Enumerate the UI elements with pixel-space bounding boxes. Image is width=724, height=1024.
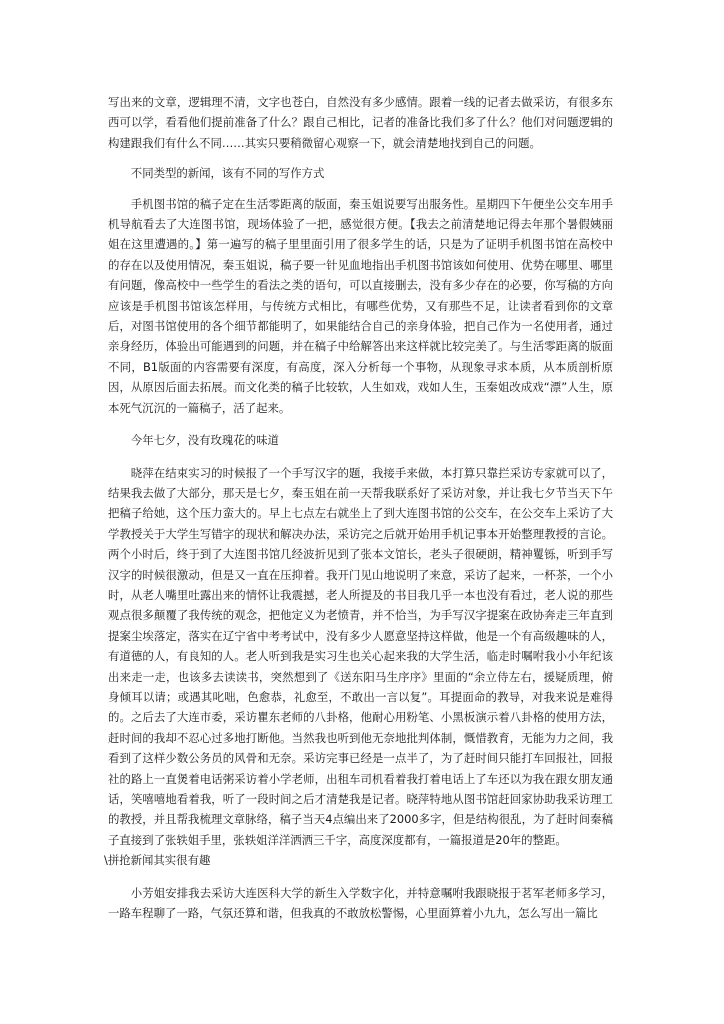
paragraph-handwriting-story: 晓萍在结束实习的时候报了一个手写汉字的题，我接手来做，本打算只靠拦采访专家就可以了，结果我去做了大部分，那天是七夕，秦玉姐在前一天帮我联系好了采访对象，并让我七夕节当天下午把稿子给她，这个压力蛮大的。早上七点左右就坐上了到大连图书馆的公交车，在公交车上采访了大学教授关于大学生写错字的现状和解决办法，采访完之后就开始用手机记事本开始整理教授的言论。两个小时后，终于到了大连图书馆几经波折见到了张本文馆长，老头子很硬朗，精神矍铄，听到手写汉字的时候很激动，但是又一直在压抑着。我开门见山地说明了来意，采访了起来，一杯茶，一个小时，从老人嘴里吐露出来的情怀让我震撼，老人所提及的书目我几乎一本也没有看过，老人说的那些观点很多颠覆了我传统的观念，把他定义为老愤青，并不恰当，为手写汉字提案在政协奔走三年直到提案尘埃落定，落实在辽宁省中考考试中，没有多少人愿意坚持这样做，他是一个有高级趣味的人，有道德的人，有良知的人。老人听到我是实习生也关心起来我的大学生活，临走时嘱咐我小小年纪该出来走一走，也该多去读读书，突然想到了《送东阳马生序序》里面的“余立侍左右，援疑质理，俯身倾耳以请；或遇其叱咄，色愈恭，礼愈至，不敢出一言以复”。耳提面命的教导，对我来说是难得的。之后去了大连市委，采访瞿东老师的八卦格，他耐心用粉笔、小黑板演示着八卦格的使用方法，赶时间的我却不忍心过多地打断他。当然我也听到他无奈地批判体制，慨惜教育，无能为力之间，我看到了这样少数公务员的风骨和无奈。采访完事已经是一点半了，为了赶时间只能打车回报社，回报社的路上一直煲着电话粥采访着小学老师，出租车司机看着我打着电话上了车还以为我在跟女朋友通话，笑嘻嘻地看着我，听了一段时间之后才清楚我是记者。晓萍特地从图书馆赶回家协助我采访理工的教授，并且帮我梳理文章脉络，稿子当天4点编出来了2000多字，但是结构很乱，为了赶时间秦稿子直接到了张轶姐手里，张轶姐洋洋洒洒三千字，高度深度都有，一篇报道是20年的整距。 bbox=[108, 465, 613, 847]
paragraph-mobile-library: 手机图书馆的稿子定在生活零距离的版面，秦玉姐说要写出服务性。星期四下午便坐公交车用手机导航看去了大连图书馆，现场体验了一把，感觉很方便。【我去之前清楚地记得去年那个暑假姨丽姐在这里遭遇的。】第一遍写的稿子里里面引用了很多学生的话，只是为了证明手机图书馆在高校中的存在以及使用情况，秦玉姐说，稿子要一针见血地指出手机图书馆该如何使用、优势在哪里、哪里有问题，像高校中一些学生的看法之类的语句，可以直接删去，没有多少存在的必要，你写稿的方向应该是手机图书馆该怎样用，与传统方式相比，有哪些优势，又有那些不足，让读者看到你的文章后，对图书馆使用的各个细节都能明了，如果能结合自己的亲身体验，把自己作为一名使用者，通过亲身经历，体验出可能遇到的问题，并在稿子中给解答出来这样就比较完美了。与生活零距离的版面不同，B1版面的内容需要有深度，有高度，深入分析每一个事物，从现象寻求本质，从本质剖析原因，从原因后面去拓展。而文化类的稿子比较软，人生如戏，戏如人生，玉秦姐改成戏“漂”人生，原本死气沉沉的一篇稿子，活了起来。 bbox=[108, 196, 613, 415]
document-page bbox=[104, 92, 613, 923]
section-heading-qixi: 今年七夕，没有玫瑰花的味道 bbox=[130, 433, 279, 448]
section-heading-news-competition: \拼抢新闻其实很有趣 bbox=[104, 853, 211, 868]
paragraph-medical-university: 小芳姐安排我去采访大连医科大学的新生入学数字化，并特意嘱咐我跟晓报于茗军老师多学习，一路车程聊了一路，气氛还算和谐，但我真的不敢放松警惕，心里面算着小九九，怎么写出一篇比 bbox=[108, 885, 613, 921]
paragraph-intro: 写出来的文章，逻辑理不清，文字也苍白，自然没有多少感情。跟着一线的记者去做采访，有很多东西可以学，看看他们提前准备了什么？跟自己相比，记者的准备比我们多了什么？他们对问题逻辑的构建跟我们有什么不同……其实只要稍微留心观察一下，就会清楚地找到自己的问题。 bbox=[108, 95, 613, 150]
section-heading-writing-styles: 不同类型的新闻，该有不同的写作方式 bbox=[130, 166, 325, 181]
